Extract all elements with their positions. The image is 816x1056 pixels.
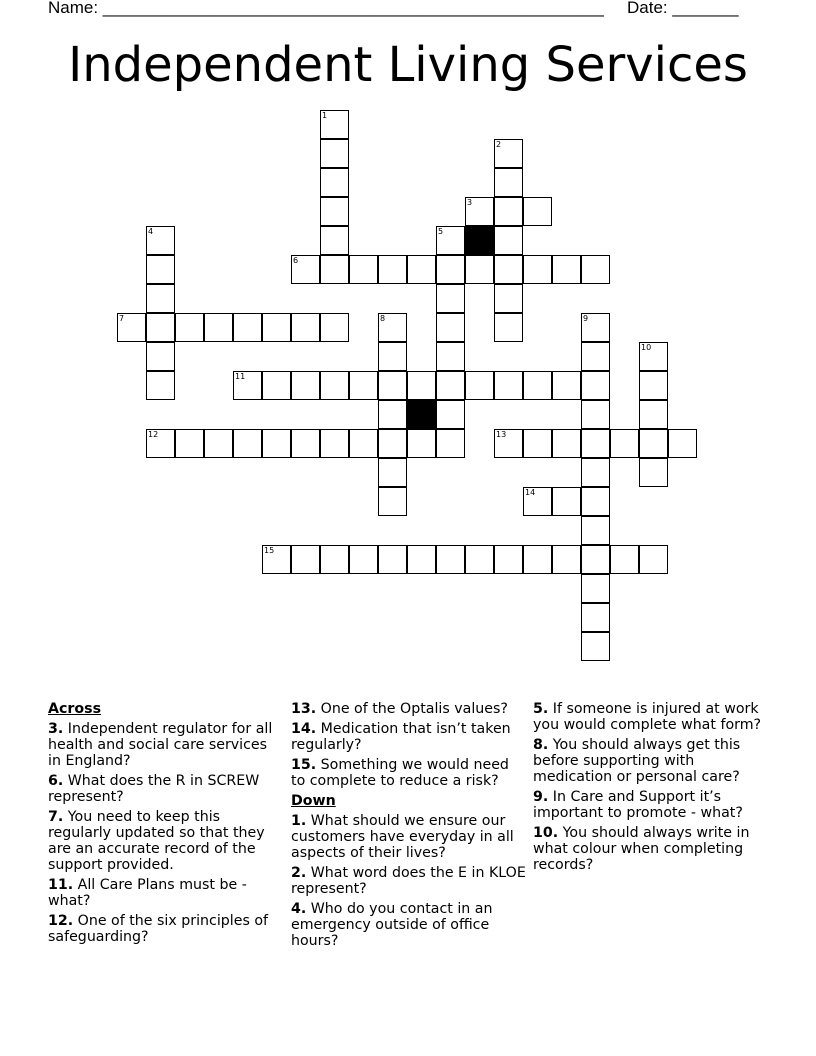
grid-cell[interactable] [233, 429, 262, 458]
grid-cell[interactable] [581, 429, 610, 458]
grid-cell[interactable] [581, 255, 610, 284]
clue-text: Medication that isn’t taken regularly? [291, 721, 511, 753]
grid-cell[interactable] [320, 168, 349, 197]
grid-cell[interactable] [349, 545, 378, 574]
grid-cell[interactable] [146, 284, 175, 313]
grid-cell[interactable] [581, 516, 610, 545]
grid-cell[interactable] [581, 371, 610, 400]
cell-number: 6 [293, 256, 299, 265]
grid-cell[interactable] [523, 255, 552, 284]
grid-cell[interactable] [378, 255, 407, 284]
numbered-cell-7[interactable] [117, 313, 146, 342]
cell-number: 4 [148, 227, 154, 236]
grid-cell[interactable] [436, 400, 465, 429]
grid-cell[interactable] [494, 284, 523, 313]
clue-text: What word does the E in KLOE represent? [291, 865, 526, 897]
cell-number: 10 [641, 343, 652, 352]
grid-cell[interactable] [610, 545, 639, 574]
clue-across-15 [291, 757, 526, 789]
numbered-cell-5[interactable] [436, 226, 465, 255]
grid-cell[interactable] [378, 371, 407, 400]
clue-across-3 [48, 721, 283, 769]
clue-text: You should always write in what colour when completing records? [533, 825, 750, 873]
clue-text: If someone is injured at work you would complete what form? [533, 701, 762, 733]
grid-cell[interactable] [204, 429, 233, 458]
grid-cell[interactable] [407, 429, 436, 458]
clue-across-6 [48, 773, 283, 805]
numbered-cell-9[interactable] [581, 313, 610, 342]
grid-cell[interactable] [320, 255, 349, 284]
grid-cell[interactable] [378, 429, 407, 458]
clue-text: In Care and Support it’s important to promote - what? [533, 789, 743, 821]
cell-number: 7 [119, 314, 125, 323]
clue-text: All Care Plans must be - what? [48, 877, 247, 909]
clue-text: One of the six principles of safeguarding? [48, 913, 269, 945]
grid-cell[interactable] [204, 313, 233, 342]
grid-cell[interactable] [581, 632, 610, 661]
clue-number: 3. [48, 721, 64, 737]
grid-cell[interactable] [581, 603, 610, 632]
clues-column-2 [291, 701, 526, 953]
down-heading: Down [291, 793, 336, 809]
grid-cell[interactable] [639, 400, 668, 429]
grid-cell[interactable] [262, 371, 291, 400]
grid-cell[interactable] [494, 168, 523, 197]
grid-cell[interactable] [552, 255, 581, 284]
numbered-cell-4[interactable] [146, 226, 175, 255]
grid-cell[interactable] [552, 545, 581, 574]
clue-text: Who do you contact in an emergency outside of office hours? [291, 901, 493, 949]
clue-number: 1. [291, 813, 307, 829]
grid-cell[interactable] [581, 487, 610, 516]
grid-cell[interactable] [175, 429, 204, 458]
grid-cell[interactable] [523, 545, 552, 574]
numbered-cell-15[interactable] [262, 545, 291, 574]
numbered-cell-11[interactable] [233, 371, 262, 400]
grid-cell[interactable] [175, 313, 204, 342]
grid-cell[interactable] [146, 313, 175, 342]
grid-cell[interactable] [639, 371, 668, 400]
grid-cell[interactable] [320, 371, 349, 400]
clue-across-12 [48, 913, 283, 945]
clue-number: 15. [291, 757, 317, 773]
numbered-cell-2[interactable] [494, 139, 523, 168]
name-field-label[interactable]: Name: _____________________________________________________ [48, 0, 604, 17]
clue-down-4 [291, 901, 526, 949]
grid-cell[interactable] [407, 545, 436, 574]
clue-number: 13. [291, 701, 317, 717]
numbered-cell-8[interactable] [378, 313, 407, 342]
grid-cell[interactable] [146, 255, 175, 284]
grid-cell[interactable] [668, 429, 697, 458]
numbered-cell-3[interactable] [465, 197, 494, 226]
grid-cell[interactable] [494, 226, 523, 255]
numbered-cell-14[interactable] [523, 487, 552, 516]
cell-number: 1 [322, 111, 328, 120]
clue-text: What should we ensure our customers have everyday in all aspects of their lives? [291, 813, 514, 861]
grid-cell[interactable] [436, 255, 465, 284]
clues-column-1 [48, 701, 283, 949]
grid-cell[interactable] [407, 371, 436, 400]
grid-cell[interactable] [639, 429, 668, 458]
grid-cell[interactable] [146, 371, 175, 400]
clue-text: You need to keep this regularly updated so that they are an accurate record of the support provided. [48, 809, 265, 873]
grid-cell[interactable] [436, 429, 465, 458]
cell-number: 15 [264, 546, 275, 555]
clue-number: 7. [48, 809, 64, 825]
clue-down-2 [291, 865, 526, 897]
grid-cell[interactable] [378, 342, 407, 371]
clue-number: 5. [533, 701, 549, 717]
clue-number: 4. [291, 901, 307, 917]
grid-cell[interactable] [262, 313, 291, 342]
clue-down-1 [291, 813, 526, 861]
clue-down-10 [533, 825, 768, 873]
grid-cell[interactable] [552, 487, 581, 516]
grid-cell[interactable] [581, 400, 610, 429]
grid-cell[interactable] [378, 545, 407, 574]
numbered-cell-13[interactable] [494, 429, 523, 458]
grid-cell[interactable] [523, 371, 552, 400]
date-field-label[interactable]: Date: _______ [627, 0, 739, 17]
clue-text: Independent regulator for all health and social care services in England? [48, 721, 273, 769]
clues-column-3 [533, 701, 768, 877]
grid-cell[interactable] [494, 255, 523, 284]
grid-cell[interactable] [320, 429, 349, 458]
grid-cell[interactable] [523, 429, 552, 458]
cell-number: 9 [583, 314, 589, 323]
grid-cell[interactable] [291, 545, 320, 574]
clue-number: 12. [48, 913, 74, 929]
grid-cell[interactable] [349, 429, 378, 458]
grid-cell[interactable] [436, 371, 465, 400]
cell-number: 3 [467, 198, 473, 207]
grid-cell[interactable] [494, 313, 523, 342]
grid-cell[interactable] [349, 371, 378, 400]
grid-cell[interactable] [320, 226, 349, 255]
grid-cell[interactable] [291, 429, 320, 458]
grid-cell[interactable] [581, 574, 610, 603]
grid-cell[interactable] [610, 429, 639, 458]
clue-number: 10. [533, 825, 559, 841]
clue-across-7 [48, 809, 283, 873]
grid-cell[interactable] [320, 139, 349, 168]
grid-cell[interactable] [494, 197, 523, 226]
cell-number: 12 [148, 430, 159, 439]
grid-cell[interactable] [581, 342, 610, 371]
grid-cell[interactable] [320, 545, 349, 574]
clue-text: Something we would need to complete to reduce a risk? [291, 757, 509, 789]
cell-number: 13 [496, 430, 507, 439]
grid-cell[interactable] [233, 313, 262, 342]
clue-number: 6. [48, 773, 64, 789]
grid-cell[interactable] [465, 545, 494, 574]
grid-cell[interactable] [436, 284, 465, 313]
grid-cell[interactable] [581, 458, 610, 487]
grid-cell[interactable] [639, 545, 668, 574]
cell-number: 8 [380, 314, 386, 323]
clue-number: 8. [533, 737, 549, 753]
clue-number: 11. [48, 877, 74, 893]
grid-cell[interactable] [146, 342, 175, 371]
clue-number: 2. [291, 865, 307, 881]
cell-number: 14 [525, 488, 536, 497]
grid-cell[interactable] [523, 197, 552, 226]
grid-cell[interactable] [581, 545, 610, 574]
grid-cell[interactable] [639, 458, 668, 487]
grid-cell[interactable] [407, 255, 436, 284]
grid-cell[interactable] [436, 313, 465, 342]
clue-across-13 [291, 701, 526, 717]
grid-cell[interactable] [552, 371, 581, 400]
clue-text: What does the R in SCREW represent? [48, 773, 260, 805]
grid-cell[interactable] [552, 429, 581, 458]
clue-across-14 [291, 721, 526, 753]
grid-cell[interactable] [465, 255, 494, 284]
black-cell [407, 400, 436, 429]
numbered-cell-12[interactable] [146, 429, 175, 458]
grid-cell[interactable] [494, 545, 523, 574]
grid-cell[interactable] [262, 429, 291, 458]
grid-cell[interactable] [465, 371, 494, 400]
black-cell [465, 226, 494, 255]
grid-cell[interactable] [320, 197, 349, 226]
cell-number: 5 [438, 227, 444, 236]
grid-cell[interactable] [291, 371, 320, 400]
clue-number: 9. [533, 789, 549, 805]
clue-number: 14. [291, 721, 317, 737]
clue-down-9 [533, 789, 768, 821]
grid-cell[interactable] [320, 313, 349, 342]
grid-cell[interactable] [436, 545, 465, 574]
grid-cell[interactable] [378, 400, 407, 429]
numbered-cell-6[interactable] [291, 255, 320, 284]
numbered-cell-1[interactable] [320, 110, 349, 139]
grid-cell[interactable] [378, 487, 407, 516]
grid-cell[interactable] [494, 371, 523, 400]
cell-number: 11 [235, 372, 246, 381]
cell-number: 2 [496, 140, 502, 149]
clue-text: You should always get this before supporting with medication or personal care? [533, 737, 741, 785]
clue-across-11 [48, 877, 283, 909]
grid-cell[interactable] [378, 458, 407, 487]
page-title: Independent Living Services [68, 37, 748, 93]
clue-down-5 [533, 701, 768, 733]
grid-cell[interactable] [291, 313, 320, 342]
clue-down-8 [533, 737, 768, 785]
clue-text: One of the Optalis values? [320, 701, 508, 717]
grid-cell[interactable] [349, 255, 378, 284]
across-heading: Across [48, 701, 102, 717]
grid-cell[interactable] [436, 342, 465, 371]
numbered-cell-10[interactable] [639, 342, 668, 371]
